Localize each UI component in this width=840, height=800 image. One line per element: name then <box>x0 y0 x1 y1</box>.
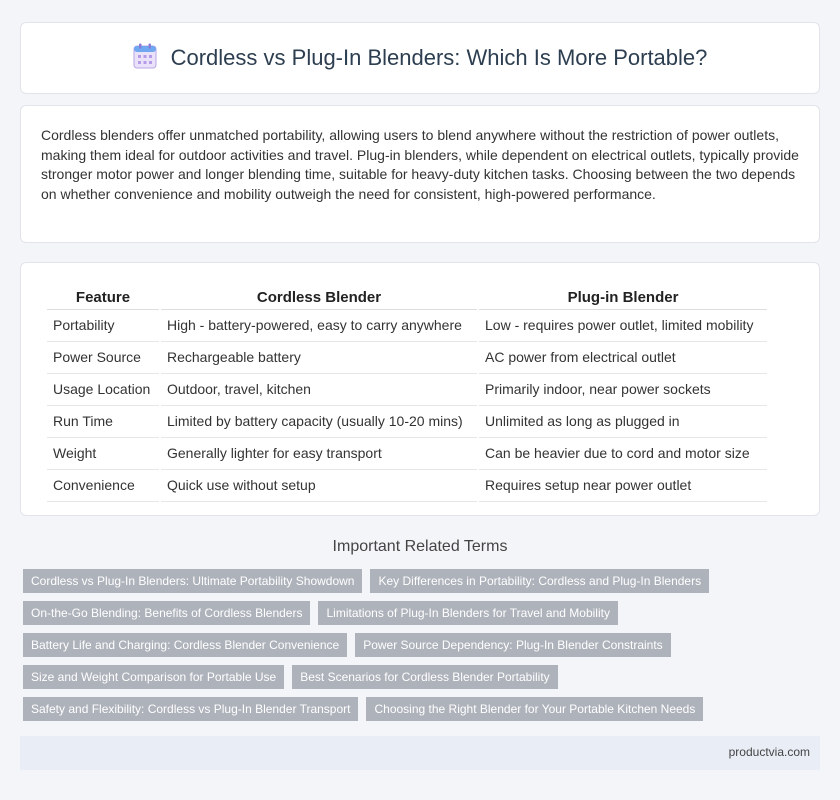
footer-site-link[interactable]: productvia.com <box>728 745 810 759</box>
related-terms-list <box>23 569 823 729</box>
related-term-link[interactable]: Key Differences in Portability: Cordless and Plug-In Blenders <box>370 569 709 593</box>
table-cell: Requires setup near power outlet <box>479 470 767 502</box>
related-term-link[interactable]: Limitations of Plug-In Blenders for Travel and Mobility <box>318 601 617 625</box>
table-cell: Portability <box>47 310 159 342</box>
comparison-card <box>20 262 820 516</box>
table-header-row <box>47 283 767 310</box>
table-row <box>47 470 767 502</box>
table-cell: Run Time <box>47 406 159 438</box>
column-header: Feature <box>47 283 159 310</box>
calendar-icon <box>133 43 157 74</box>
table-cell: AC power from electrical outlet <box>479 342 767 374</box>
table-row <box>47 406 767 438</box>
page-title: Cordless vs Plug-In Blenders: Which Is More Portable? <box>170 45 708 70</box>
related-term-link[interactable]: On-the-Go Blending: Benefits of Cordless Blenders <box>23 601 310 625</box>
related-term-link[interactable]: Best Scenarios for Cordless Blender Portability <box>292 665 557 689</box>
footer <box>20 736 820 770</box>
related-terms-heading: Important Related Terms <box>332 538 508 555</box>
table-cell: Low - requires power outlet, limited mobility <box>479 310 767 342</box>
table-cell: Limited by battery capacity (usually 10-20 mins) <box>161 406 477 438</box>
column-header: Cordless Blender <box>161 283 477 310</box>
related-term-link[interactable]: Safety and Flexibility: Cordless vs Plug-In Blender Transport <box>23 697 358 721</box>
table-cell: Generally lighter for easy transport <box>161 438 477 470</box>
related-term-link[interactable]: Choosing the Right Blender for Your Portable Kitchen Needs <box>366 697 703 721</box>
related-term-link[interactable]: Size and Weight Comparison for Portable Use <box>23 665 284 689</box>
comparison-table <box>45 283 769 502</box>
related-term-link[interactable]: Battery Life and Charging: Cordless Blender Convenience <box>23 633 347 657</box>
table-row <box>47 438 767 470</box>
table-cell: Power Source <box>47 342 159 374</box>
table-row <box>47 374 767 406</box>
table-cell: Can be heavier due to cord and motor size <box>479 438 767 470</box>
table-cell: High - battery-powered, easy to carry anywhere <box>161 310 477 342</box>
table-cell: Unlimited as long as plugged in <box>479 406 767 438</box>
header-card <box>20 22 820 94</box>
table-cell: Convenience <box>47 470 159 502</box>
table-cell: Primarily indoor, near power sockets <box>479 374 767 406</box>
column-header: Plug-in Blender <box>479 283 767 310</box>
table-row <box>47 342 767 374</box>
table-cell: Outdoor, travel, kitchen <box>161 374 477 406</box>
table-cell: Weight <box>47 438 159 470</box>
intro-paragraph: Cordless blenders offer unmatched portability, allowing users to blend anywhere without the restriction of power outlets, making them ideal for outdoor activities and travel. Plug-in blenders, while dependent on electrical outlets, typically provide stronger motor power and longer blending time, suitable for heavy-duty kitchen tasks. Choosing between the two depends on whether convenience and mobility outweigh the need for consistent, high-powered performance. <box>41 127 799 202</box>
table-row <box>47 310 767 342</box>
related-term-link[interactable]: Power Source Dependency: Plug-In Blender Constraints <box>355 633 671 657</box>
table-cell: Rechargeable battery <box>161 342 477 374</box>
table-cell: Usage Location <box>47 374 159 406</box>
table-cell: Quick use without setup <box>161 470 477 502</box>
related-term-link[interactable]: Cordless vs Plug-In Blenders: Ultimate Portability Showdown <box>23 569 362 593</box>
intro-card <box>20 105 820 243</box>
